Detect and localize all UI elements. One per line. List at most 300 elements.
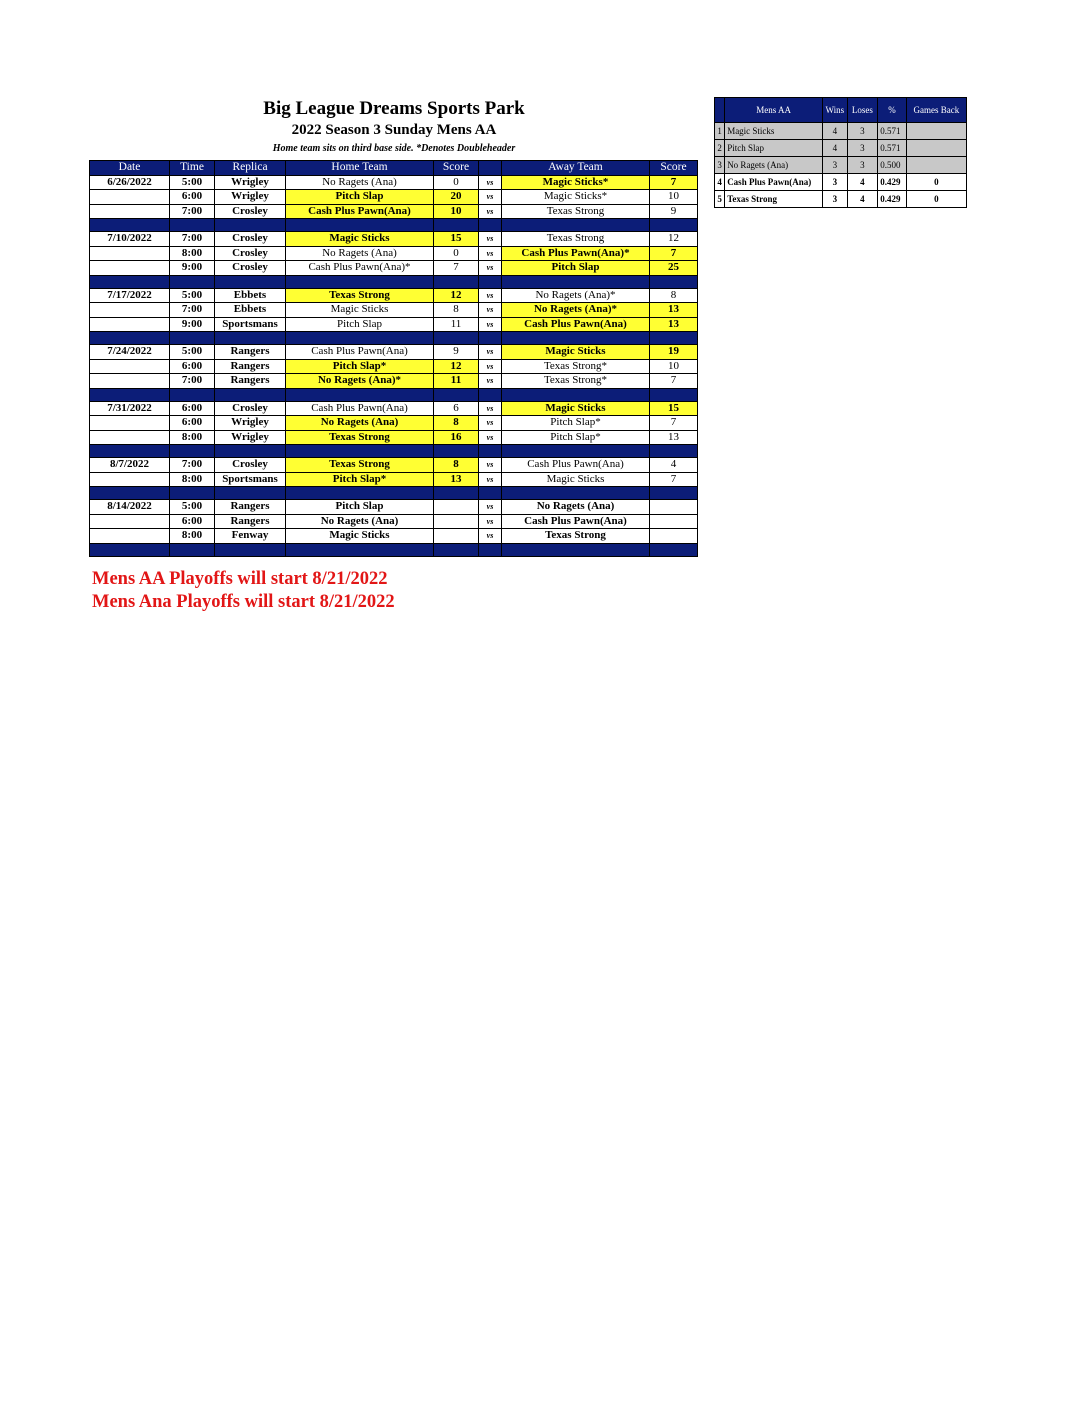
standings-wins: 3 [823, 174, 847, 191]
away-team: Cash Plus Pawn(Ana) [502, 317, 650, 332]
playoffs-ana-note: Mens Ana Playoffs will start 8/21/2022 [92, 592, 395, 612]
away-team: Cash Plus Pawn(Ana)* [502, 246, 650, 261]
game-date-empty [90, 529, 170, 544]
away-team: No Ragets (Ana) [502, 500, 650, 515]
schedule-column-header [479, 161, 502, 176]
home-score [434, 500, 479, 515]
away-score: 7 [650, 416, 698, 431]
standings-team: Texas Strong [725, 191, 823, 208]
away-score: 7 [650, 472, 698, 487]
game-date-empty [90, 359, 170, 374]
game-date: 7/24/2022 [90, 345, 170, 360]
separator-cell [170, 445, 215, 458]
schedule-header-row [90, 161, 698, 176]
away-team: Cash Plus Pawn(Ana) [502, 458, 650, 473]
standings-wins: 4 [823, 123, 847, 140]
vs-label: vs [479, 303, 502, 318]
away-score: 13 [650, 317, 698, 332]
standings-column-header: Mens AA [725, 98, 823, 123]
home-score: 8 [434, 303, 479, 318]
standings-games-back [906, 157, 966, 174]
separator-cell [479, 219, 502, 232]
schedule-column-header: Date [90, 161, 170, 176]
schedule-row [90, 204, 698, 219]
separator-cell [170, 487, 215, 500]
standings-pct: 0.571 [878, 140, 907, 157]
separator-cell [650, 332, 698, 345]
game-time: 9:00 [170, 317, 215, 332]
home-team: Cash Plus Pawn(Ana) [286, 204, 434, 219]
game-field: Crosley [215, 261, 286, 276]
away-score: 13 [650, 430, 698, 445]
separator-cell [90, 487, 170, 500]
schedule-row [90, 472, 698, 487]
away-score [650, 500, 698, 515]
schedule-row [90, 190, 698, 205]
away-score: 7 [650, 246, 698, 261]
game-date: 8/14/2022 [90, 500, 170, 515]
separator-cell [90, 219, 170, 232]
game-time: 8:00 [170, 472, 215, 487]
home-team: No Ragets (Ana) [286, 175, 434, 190]
schedule-row [90, 374, 698, 389]
home-score: 15 [434, 232, 479, 247]
game-date-empty [90, 303, 170, 318]
schedule-row [90, 529, 698, 544]
game-date: 6/26/2022 [90, 175, 170, 190]
away-score: 15 [650, 401, 698, 416]
vs-label: vs [479, 190, 502, 205]
vs-label: vs [479, 430, 502, 445]
home-team: Magic Sticks [286, 303, 434, 318]
away-team: Texas Strong [502, 204, 650, 219]
game-time: 5:00 [170, 288, 215, 303]
game-time: 6:00 [170, 416, 215, 431]
game-date-empty [90, 430, 170, 445]
standings-column-header [715, 98, 725, 123]
vs-label: vs [479, 500, 502, 515]
schedule-row [90, 458, 698, 473]
standings-header-row [715, 98, 967, 123]
week-separator [90, 487, 698, 500]
away-score: 9 [650, 204, 698, 219]
home-score [434, 529, 479, 544]
home-team: Pitch Slap [286, 190, 434, 205]
standings-loses: 3 [847, 140, 878, 157]
standings-wins: 3 [823, 191, 847, 208]
schedule-table [89, 160, 698, 557]
standings-pct: 0.500 [878, 157, 907, 174]
separator-cell [215, 388, 286, 401]
week-separator [90, 219, 698, 232]
vs-label: vs [479, 401, 502, 416]
vs-label: vs [479, 232, 502, 247]
week-separator [90, 332, 698, 345]
game-time: 6:00 [170, 514, 215, 529]
schedule-row [90, 430, 698, 445]
standings-row [715, 123, 967, 140]
separator-cell [286, 388, 434, 401]
away-team: Pitch Slap [502, 261, 650, 276]
separator-cell [286, 445, 434, 458]
schedule-column-header: Time [170, 161, 215, 176]
home-team: Texas Strong [286, 458, 434, 473]
separator-cell [650, 219, 698, 232]
game-field: Wrigley [215, 430, 286, 445]
schedule-row [90, 401, 698, 416]
separator-cell [434, 388, 479, 401]
standings-games-back [906, 140, 966, 157]
away-team: Pitch Slap* [502, 416, 650, 431]
vs-label: vs [479, 261, 502, 276]
game-field: Rangers [215, 500, 286, 515]
separator-cell [434, 219, 479, 232]
page-title: Big League Dreams Sports Park [263, 98, 525, 119]
separator-cell [479, 332, 502, 345]
schedule-row [90, 500, 698, 515]
week-separator [90, 275, 698, 288]
away-score: 19 [650, 345, 698, 360]
separator-cell [479, 445, 502, 458]
separator-cell [502, 445, 650, 458]
standings-loses: 4 [847, 191, 878, 208]
home-team: Cash Plus Pawn(Ana)* [286, 261, 434, 276]
standings-column-header: Games Back [906, 98, 966, 123]
game-field: Rangers [215, 359, 286, 374]
home-team: Magic Sticks [286, 232, 434, 247]
game-field: Wrigley [215, 175, 286, 190]
vs-label: vs [479, 204, 502, 219]
page-note: Home team sits on third base side. *Denotes Doubleheader [272, 143, 516, 154]
standings-team: Pitch Slap [725, 140, 823, 157]
schedule-row [90, 416, 698, 431]
schedule-column-header: Score [650, 161, 698, 176]
standings-pct: 0.571 [878, 123, 907, 140]
home-score: 13 [434, 472, 479, 487]
away-score: 25 [650, 261, 698, 276]
home-score: 12 [434, 359, 479, 374]
playoffs-aa-note: Mens AA Playoffs will start 8/21/2022 [92, 569, 388, 589]
away-team: Texas Strong [502, 232, 650, 247]
separator-cell [215, 332, 286, 345]
away-score: 10 [650, 190, 698, 205]
standings-games-back: 0 [906, 174, 966, 191]
vs-label: vs [479, 416, 502, 431]
separator-cell [90, 543, 170, 556]
home-team: No Ragets (Ana) [286, 514, 434, 529]
schedule-row [90, 288, 698, 303]
game-date: 7/31/2022 [90, 401, 170, 416]
separator-cell [479, 275, 502, 288]
separator-cell [650, 487, 698, 500]
vs-label: vs [479, 359, 502, 374]
separator-cell [479, 543, 502, 556]
separator-cell [170, 275, 215, 288]
schedule-column-header: Away Team [502, 161, 650, 176]
home-score: 9 [434, 345, 479, 360]
game-date-empty [90, 416, 170, 431]
standings-rank: 5 [715, 191, 725, 208]
home-score: 0 [434, 246, 479, 261]
vs-label: vs [479, 246, 502, 261]
schedule-column-header: Home Team [286, 161, 434, 176]
standings-team: Magic Sticks [725, 123, 823, 140]
away-team: Magic Sticks [502, 401, 650, 416]
game-date: 8/7/2022 [90, 458, 170, 473]
away-score: 7 [650, 374, 698, 389]
away-team: Texas Strong* [502, 374, 650, 389]
away-score: 8 [650, 288, 698, 303]
game-field: Rangers [215, 374, 286, 389]
away-score [650, 514, 698, 529]
game-time: 7:00 [170, 374, 215, 389]
game-field: Rangers [215, 514, 286, 529]
away-team: Magic Sticks* [502, 190, 650, 205]
schedule-row [90, 317, 698, 332]
game-date-empty [90, 514, 170, 529]
separator-cell [502, 543, 650, 556]
game-date-empty [90, 472, 170, 487]
standings-wins: 3 [823, 157, 847, 174]
away-team: Magic Sticks [502, 472, 650, 487]
standings-loses: 3 [847, 123, 878, 140]
home-score: 20 [434, 190, 479, 205]
separator-cell [90, 275, 170, 288]
away-team: Cash Plus Pawn(Ana) [502, 514, 650, 529]
away-team: Texas Strong [502, 529, 650, 544]
home-score: 16 [434, 430, 479, 445]
separator-cell [215, 487, 286, 500]
separator-cell [502, 487, 650, 500]
home-score: 6 [434, 401, 479, 416]
separator-cell [434, 275, 479, 288]
separator-cell [650, 543, 698, 556]
standings-row [715, 191, 967, 208]
home-score: 11 [434, 374, 479, 389]
away-score: 10 [650, 359, 698, 374]
standings-rank: 4 [715, 174, 725, 191]
schedule-row [90, 514, 698, 529]
separator-cell [170, 332, 215, 345]
home-team: Texas Strong [286, 288, 434, 303]
vs-label: vs [479, 529, 502, 544]
vs-label: vs [479, 175, 502, 190]
vs-label: vs [479, 288, 502, 303]
standings-pct: 0.429 [878, 174, 907, 191]
standings-rank: 1 [715, 123, 725, 140]
game-field: Crosley [215, 204, 286, 219]
home-score: 7 [434, 261, 479, 276]
standings-loses: 4 [847, 174, 878, 191]
game-field: Crosley [215, 246, 286, 261]
away-team: No Ragets (Ana)* [502, 303, 650, 318]
vs-label: vs [479, 374, 502, 389]
away-score [650, 529, 698, 544]
away-team: Magic Sticks [502, 345, 650, 360]
standings-loses: 3 [847, 157, 878, 174]
away-team: Magic Sticks* [502, 175, 650, 190]
game-date: 7/17/2022 [90, 288, 170, 303]
home-team: Pitch Slap [286, 500, 434, 515]
home-score: 8 [434, 416, 479, 431]
game-date-empty [90, 246, 170, 261]
game-time: 5:00 [170, 175, 215, 190]
game-time: 7:00 [170, 303, 215, 318]
standings-wins: 4 [823, 140, 847, 157]
schedule-row [90, 232, 698, 247]
separator-cell [215, 275, 286, 288]
separator-cell [502, 219, 650, 232]
away-team: No Ragets (Ana)* [502, 288, 650, 303]
week-separator [90, 388, 698, 401]
game-field: Crosley [215, 458, 286, 473]
vs-label: vs [479, 345, 502, 360]
game-time: 9:00 [170, 261, 215, 276]
standings-row [715, 174, 967, 191]
game-field: Ebbets [215, 303, 286, 318]
game-date-empty [90, 317, 170, 332]
separator-cell [90, 445, 170, 458]
separator-cell [502, 332, 650, 345]
separator-cell [434, 332, 479, 345]
game-date: 7/10/2022 [90, 232, 170, 247]
away-team: Pitch Slap* [502, 430, 650, 445]
standings-column-header: Loses [847, 98, 878, 123]
separator-cell [434, 445, 479, 458]
home-team: No Ragets (Ana)* [286, 374, 434, 389]
separator-cell [479, 487, 502, 500]
vs-label: vs [479, 317, 502, 332]
home-team: Texas Strong [286, 430, 434, 445]
home-team: No Ragets (Ana) [286, 416, 434, 431]
standings-pct: 0.429 [878, 191, 907, 208]
home-score: 10 [434, 204, 479, 219]
game-time: 5:00 [170, 500, 215, 515]
separator-cell [650, 275, 698, 288]
game-time: 6:00 [170, 401, 215, 416]
separator-cell [286, 219, 434, 232]
standings-games-back [906, 123, 966, 140]
game-date-empty [90, 261, 170, 276]
separator-cell [170, 388, 215, 401]
schedule-column-header: Score [434, 161, 479, 176]
standings-row [715, 140, 967, 157]
game-field: Fenway [215, 529, 286, 544]
schedule-row [90, 246, 698, 261]
game-time: 6:00 [170, 359, 215, 374]
separator-cell [215, 219, 286, 232]
away-score: 12 [650, 232, 698, 247]
home-team: No Ragets (Ana) [286, 246, 434, 261]
schedule-column-header: Replica [215, 161, 286, 176]
standings-column-header: % [878, 98, 907, 123]
game-field: Rangers [215, 345, 286, 360]
game-date-empty [90, 190, 170, 205]
separator-cell [286, 332, 434, 345]
home-score: 11 [434, 317, 479, 332]
game-time: 8:00 [170, 529, 215, 544]
separator-cell [90, 332, 170, 345]
game-field: Sportsmans [215, 472, 286, 487]
standings-table [714, 97, 967, 208]
home-team: Pitch Slap* [286, 472, 434, 487]
game-field: Wrigley [215, 190, 286, 205]
separator-cell [90, 388, 170, 401]
home-team: Pitch Slap* [286, 359, 434, 374]
schedule-row [90, 303, 698, 318]
separator-cell [286, 543, 434, 556]
game-time: 8:00 [170, 430, 215, 445]
game-field: Wrigley [215, 416, 286, 431]
away-score: 7 [650, 175, 698, 190]
schedule-row [90, 359, 698, 374]
separator-cell [215, 445, 286, 458]
home-team: Cash Plus Pawn(Ana) [286, 345, 434, 360]
game-field: Ebbets [215, 288, 286, 303]
away-score: 13 [650, 303, 698, 318]
schedule-row [90, 261, 698, 276]
game-field: Sportsmans [215, 317, 286, 332]
separator-cell [434, 487, 479, 500]
game-time: 6:00 [170, 190, 215, 205]
home-score [434, 514, 479, 529]
schedule-row [90, 345, 698, 360]
game-date-empty [90, 204, 170, 219]
separator-cell [286, 275, 434, 288]
standings-team: No Ragets (Ana) [725, 157, 823, 174]
separator-cell [286, 487, 434, 500]
game-time: 5:00 [170, 345, 215, 360]
away-score: 4 [650, 458, 698, 473]
home-team: Magic Sticks [286, 529, 434, 544]
separator-cell [502, 275, 650, 288]
separator-cell [170, 543, 215, 556]
game-time: 7:00 [170, 232, 215, 247]
game-time: 8:00 [170, 246, 215, 261]
vs-label: vs [479, 472, 502, 487]
standings-column-header: Wins [823, 98, 847, 123]
home-score: 8 [434, 458, 479, 473]
separator-cell [170, 219, 215, 232]
game-date-empty [90, 374, 170, 389]
standings-rank: 3 [715, 157, 725, 174]
separator-cell [215, 543, 286, 556]
home-team: Pitch Slap [286, 317, 434, 332]
standings-games-back: 0 [906, 191, 966, 208]
week-separator [90, 445, 698, 458]
home-team: Cash Plus Pawn(Ana) [286, 401, 434, 416]
page-subtitle: 2022 Season 3 Sunday Mens AA [291, 122, 497, 138]
schedule-row [90, 175, 698, 190]
game-time: 7:00 [170, 458, 215, 473]
separator-cell [650, 388, 698, 401]
standings-team: Cash Plus Pawn(Ana) [725, 174, 823, 191]
separator-cell [479, 388, 502, 401]
separator-cell [502, 388, 650, 401]
standings-row [715, 157, 967, 174]
week-separator [90, 543, 698, 556]
home-score: 0 [434, 175, 479, 190]
game-time: 7:00 [170, 204, 215, 219]
game-field: Crosley [215, 232, 286, 247]
home-score: 12 [434, 288, 479, 303]
vs-label: vs [479, 514, 502, 529]
vs-label: vs [479, 458, 502, 473]
separator-cell [650, 445, 698, 458]
away-team: Texas Strong* [502, 359, 650, 374]
separator-cell [434, 543, 479, 556]
standings-rank: 2 [715, 140, 725, 157]
